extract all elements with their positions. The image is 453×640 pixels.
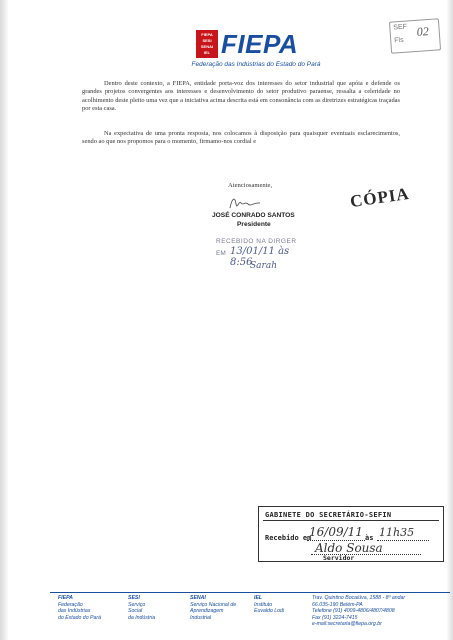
gabinete-received-label: Recebido em	[265, 534, 312, 542]
footer-col-fiepa	[58, 595, 101, 621]
footer-col-line: das Indústrias	[58, 608, 91, 615]
footer-col-line: Social	[128, 608, 143, 615]
footer-col-sesi	[128, 595, 155, 621]
signature-scribble-icon	[226, 194, 266, 212]
gabinete-as-label: às	[365, 534, 374, 542]
gabinete-divider	[263, 520, 439, 521]
footer-col-line: Federação	[58, 601, 83, 608]
footer-col-line: Industrial	[190, 614, 212, 621]
footer-col-head: SENAI	[190, 595, 206, 601]
logo-subtitle: Federação das Indústrias do Estado do Pará	[191, 61, 321, 68]
footer-col-line: Aprendizagem	[190, 608, 224, 615]
page-right-edge	[447, 0, 453, 640]
footer-col-senai	[190, 595, 236, 621]
body-paragraph-2: Na expectativa de uma pronta resposta, nos colocamos à disposição para quaisquer eventuais esclarecimentos, sendo ao que nos propomos para o momento, firmamo-nos cordial e	[82, 130, 400, 146]
gabinete-time-line	[377, 540, 429, 541]
footer-col-line: do Estado do Pará	[58, 614, 101, 621]
logo-name: FIEPA	[221, 29, 299, 59]
signer-title: Presidente	[237, 221, 271, 228]
footer-address-line: 66.035-190 Belém-PA	[312, 601, 363, 608]
protocol-stamp	[389, 18, 441, 53]
body-paragraph-1: Dentro deste contexto, a FIEPA, entidade porta-voz dos interesses do setor industrial que apóia e defende os grandes projetos convergentes aos interesses e desenvolvimento do setor produtivo paraense, ressalta a celeridade no acolhimento deste pleito uma vez que a iniciativa acima descrita está em consonância com as diretrizes estratégicas traçadas por esta casa.	[82, 80, 400, 113]
received-stamp-signature: Sarah	[250, 261, 277, 271]
footer-col-line: Serviço	[128, 601, 146, 608]
footer-col-head: IEL	[254, 595, 263, 601]
footer-col-line: da Indústria	[128, 614, 156, 621]
received-stamp-em: EM	[216, 250, 226, 257]
footer-address-line: Trav. Quintino Bocaiúva, 1588 - 8º andar	[312, 595, 406, 601]
gabinete-date: 16/09/11	[309, 525, 363, 539]
badge-line-3: SENAI	[200, 44, 214, 49]
footer-col-head: SESI	[128, 595, 140, 601]
gabinete-servidor-label: Servidor	[323, 554, 355, 562]
badge-line-2: SESI	[202, 38, 212, 43]
badge-line-1: FIEPA	[201, 32, 213, 37]
footer-address-line: Fax (91) 3224-7415	[312, 614, 358, 621]
footer-address-line: Telefone (91) 4009-4806/4807/4808	[312, 608, 395, 615]
fiepa-badge-icon	[196, 30, 218, 58]
protocol-stamp-mark: SEF	[393, 23, 408, 32]
signer-name: JOSÉ CONRADO SANTOS	[212, 212, 295, 219]
closing-salutation: Atenciosamente,	[228, 182, 273, 189]
footer-col-head: FIEPA	[58, 595, 73, 601]
gabinete-signature: Aldo Sousa	[315, 541, 383, 555]
protocol-number: 02	[416, 24, 430, 39]
copia-stamp: CÓPIA	[348, 183, 411, 212]
received-stamp	[216, 238, 300, 274]
protocol-stamp-mark-2: Fls	[394, 36, 404, 45]
fiepa-logo	[196, 30, 320, 60]
received-stamp-title: RECEBIDO NA DIRGER	[216, 238, 297, 245]
footer-divider	[50, 592, 450, 593]
footer-col-iel	[254, 595, 284, 615]
gabinete-stamp	[258, 506, 444, 562]
received-stamp-date: 13/01/11 às 8:56	[230, 246, 290, 268]
badge-line-4: IEL	[203, 50, 211, 55]
footer-col-address	[312, 595, 405, 628]
page-left-edge	[0, 0, 8, 640]
footer-col-line: Instituto	[254, 601, 273, 608]
gabinete-title: GABINETE DO SECRETÁRIO-SEFIN	[265, 511, 392, 519]
gabinete-time: 11h35	[379, 526, 415, 539]
footer-email: e-mail:secretaria@fiepa.org.br	[312, 621, 382, 628]
footer-col-line: Euvaldo Lodi	[254, 608, 284, 615]
footer-col-line: Serviço Nacional de	[190, 601, 237, 608]
